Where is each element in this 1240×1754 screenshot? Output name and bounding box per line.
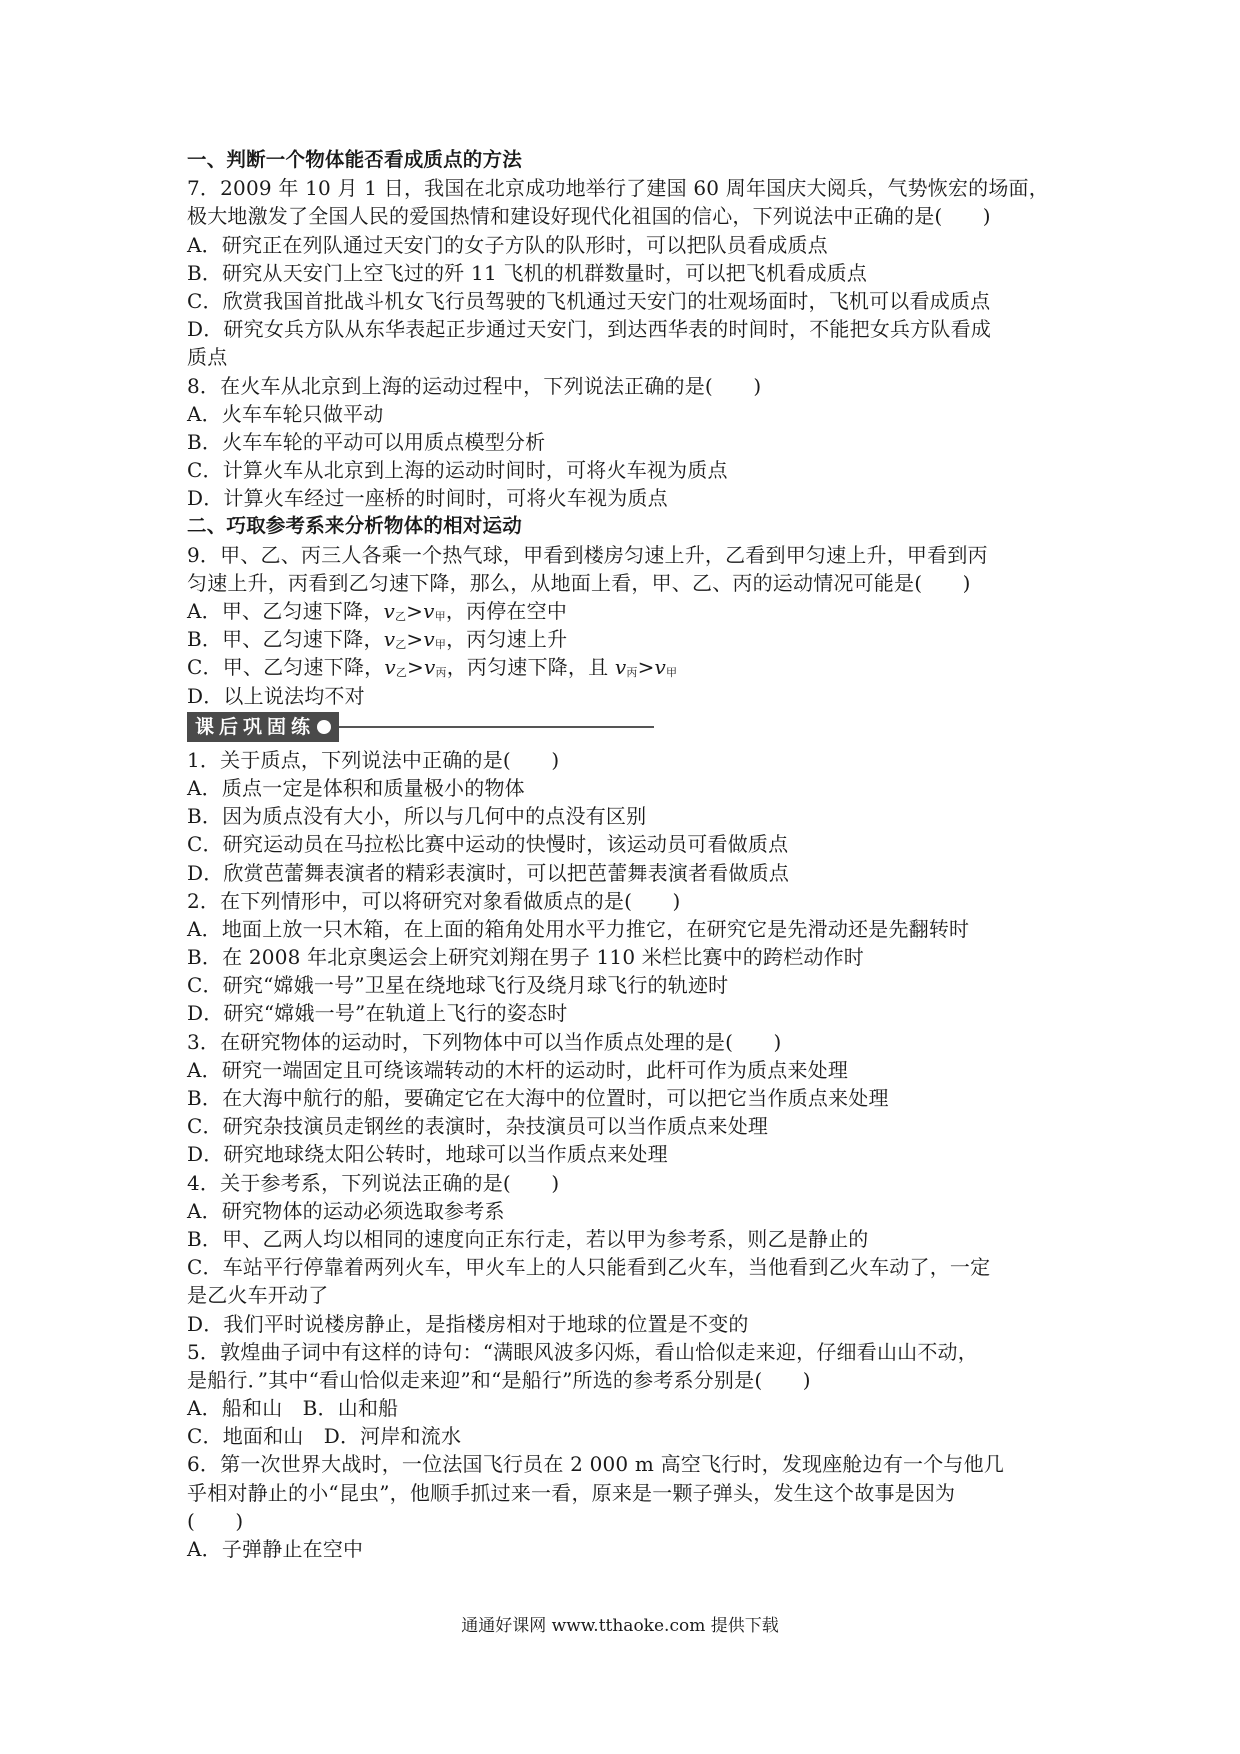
- text-line: B．因为质点没有大小，所以与几何中的点没有区别: [187, 804, 647, 829]
- section1-lines: [187, 174, 1067, 512]
- subscript: 乙: [395, 638, 407, 652]
- text-line: 2．在下列情形中，可以将研究对象看做质点的是( ): [187, 888, 681, 913]
- text-line: C．地面和山 D．河岸和流水: [187, 1424, 462, 1449]
- text-line: C．车站平行停靠着两列火车，甲火车上的人只能看到乙火车，当他看到乙火车动了，一定: [187, 1255, 991, 1280]
- banner-label: 课后巩固练: [195, 715, 316, 738]
- subscript: 甲: [434, 638, 447, 652]
- velocity-symbol: v: [383, 627, 396, 652]
- subscript: 乙: [395, 666, 408, 680]
- velocity-symbol: v: [383, 599, 395, 623]
- text-line: A．地面上放一只木箱，在上面的箱角处用水平力推它，在研究它是先滑动还是先翻转时: [187, 916, 970, 941]
- option-text: B．甲、乙匀速下降，: [187, 627, 384, 652]
- option-text: ，丙停在空中: [445, 599, 568, 623]
- text-line: 5．敦煌曲子词中有这样的诗句：“满眼风波多闪烁，看山恰似走来迎，仔细看山山不动，: [187, 1339, 978, 1364]
- text-line: C．计算火车从北京到上海的运动时间时，可将火车视为质点: [187, 458, 728, 483]
- text-line: C．研究运动员在马拉松比赛中运动的快慢时，该运动员可看做质点: [187, 832, 789, 857]
- option-a: [187, 597, 1067, 625]
- option-text: ，丙匀速下降，且: [446, 655, 615, 680]
- option-d: D．以上说法均不对: [187, 683, 365, 708]
- page-footer: 通通好课网 www.tthaoke.com 提供下载: [461, 1616, 779, 1636]
- section-banner: [187, 712, 1067, 742]
- text-line: 4．关于参考系，下列说法正确的是( ): [187, 1170, 560, 1195]
- comparison-sign: >: [406, 627, 424, 652]
- text-line: 1．关于质点，下列说法中正确的是( ): [187, 747, 560, 772]
- text-line: 6．第一次世界大战时，一位法国飞行员在 2 000 m 高空飞行时，发现座舱边有一个与他几: [187, 1452, 1005, 1477]
- text-line: 3．在研究物体的运动时，下列物体中可以当作质点处理的是( ): [187, 1029, 782, 1054]
- subscript: 甲: [666, 666, 678, 680]
- section-heading-2: 二、巧取参考系来分析物体的相对运动: [187, 514, 522, 538]
- text-line: D．研究“嫦娥一号”在轨道上飞行的姿态时: [187, 1001, 568, 1026]
- text-line: A．子弹静止在空中: [187, 1537, 364, 1561]
- text-line: B．火车车轮的平动可以用质点模型分析: [187, 429, 546, 454]
- text-line: 9．甲、乙、丙三人各乘一个热气球，甲看到楼房匀速上升，乙看到甲匀速上升，甲看到丙: [187, 542, 988, 567]
- text-line: 8．在火车从北京到上海的运动过程中，下列说法正确的是( ): [187, 373, 762, 398]
- text-line: A．研究物体的运动必须选取参考系: [187, 1198, 505, 1223]
- comparison-sign: >: [407, 655, 424, 680]
- text-line: A．质点一定是体积和质量极小的物体: [187, 775, 525, 800]
- text-line: D．计算火车经过一座桥的时间时，可将火车视为质点: [187, 486, 668, 511]
- velocity-symbol: v: [614, 655, 627, 680]
- comparison-sign: >: [406, 599, 424, 623]
- text-line: C．研究杂技演员走钢丝的表演时，杂技演员可以当作质点来处理: [187, 1114, 769, 1139]
- text-line: 乎相对静止的小“昆虫”，他顺手抓过来一看，原来是一颗子弹头，发生这个故事是因为: [187, 1480, 956, 1505]
- banner-rule: [339, 726, 654, 728]
- subscript: 丙: [435, 666, 447, 680]
- text-line: B．甲、乙两人均以相同的速度向正东行走，若以甲为参考系，则乙是静止的: [187, 1226, 869, 1251]
- velocity-symbol: v: [423, 599, 435, 623]
- text-line: A．火车车轮只做平动: [187, 401, 384, 426]
- subscript: 丙: [626, 666, 638, 680]
- velocity-symbol: v: [654, 655, 667, 680]
- text-line: D．我们平时说楼房静止，是指楼房相对于地球的位置是不变的: [187, 1311, 749, 1336]
- comparison-sign: >: [637, 655, 655, 680]
- text-line: D．研究女兵方队从东华表起正步通过天安门，到达西华表的时间时，不能把女兵方队看成: [187, 317, 992, 342]
- section-heading-1: 一、判断一个物体能否看成质点的方法: [187, 148, 522, 171]
- text-line: A．研究正在列队通过天安门的女子方队的队形时，可以把队员看成质点: [187, 232, 828, 257]
- velocity-symbol: v: [384, 655, 396, 680]
- text-line: D．欣赏芭蕾舞表演者的精彩表演时，可以把芭蕾舞表演者看做质点: [187, 860, 790, 885]
- velocity-symbol: v: [423, 655, 436, 680]
- velocity-symbol: v: [423, 627, 435, 652]
- subscript: 甲: [434, 610, 446, 623]
- text-line: 极大地激发了全国人民的爱国热情和建设好现代化祖国的信心，下列说法中正确的是( ): [187, 204, 991, 229]
- text-line: A．船和山 B．山和船: [187, 1396, 399, 1421]
- text-line: C．研究“嫦娥一号”卫星在绕地球飞行及绕月球飞行的轨迹时: [187, 973, 729, 998]
- text-line: 质点: [187, 345, 228, 370]
- page-body: [187, 146, 1067, 1563]
- option-c: [187, 653, 1067, 681]
- text-line: D．研究地球绕太阳公转时，地球可以当作质点来处理: [187, 1142, 668, 1167]
- text-line: 匀速上升，丙看到乙匀速下降，那么，从地面上看，甲、乙、丙的运动情况可能是( ): [187, 570, 971, 595]
- banner-label-box: [187, 712, 339, 742]
- option-text: ，丙匀速上升: [446, 627, 568, 652]
- subscript: 乙: [394, 610, 407, 623]
- text-line: 7．2009 年 10 月 1 日，我国在北京成功地举行了建国 60 周年国庆大阅兵，气势恢宏的场面，: [187, 176, 1049, 201]
- text-line: 是乙火车开动了: [187, 1283, 329, 1308]
- bullet-dot-icon: [317, 720, 331, 734]
- text-line: 是船行．”其中“看山恰似走来迎”和“是船行”所选的参考系分别是( ): [187, 1367, 811, 1392]
- text-line: B．研究从天安门上空飞过的歼 11 飞机的机群数量时，可以把飞机看成质点: [187, 260, 868, 285]
- option-text: A．甲、乙匀速下降，: [187, 599, 384, 623]
- text-line: ( ): [187, 1508, 244, 1533]
- text-line: C．欣赏我国首批战斗机女飞行员驾驶的飞机通过天安门的壮观场面时，飞机可以看成质点: [187, 288, 991, 313]
- text-line: B．在大海中航行的船，要确定它在大海中的位置时，可以把它当作质点来处理: [187, 1086, 889, 1110]
- text-line: B．在 2008 年北京奥运会上研究刘翔在男子 110 米栏比赛中的跨栏动作时: [187, 945, 864, 970]
- option-b: [187, 625, 1067, 653]
- text-line: A．研究一端固定且可绕该端转动的木杆的运动时，此杆可作为质点来处理: [187, 1057, 849, 1082]
- option-text: C．甲、乙匀速下降，: [187, 655, 385, 680]
- section3-lines: [187, 746, 1067, 1563]
